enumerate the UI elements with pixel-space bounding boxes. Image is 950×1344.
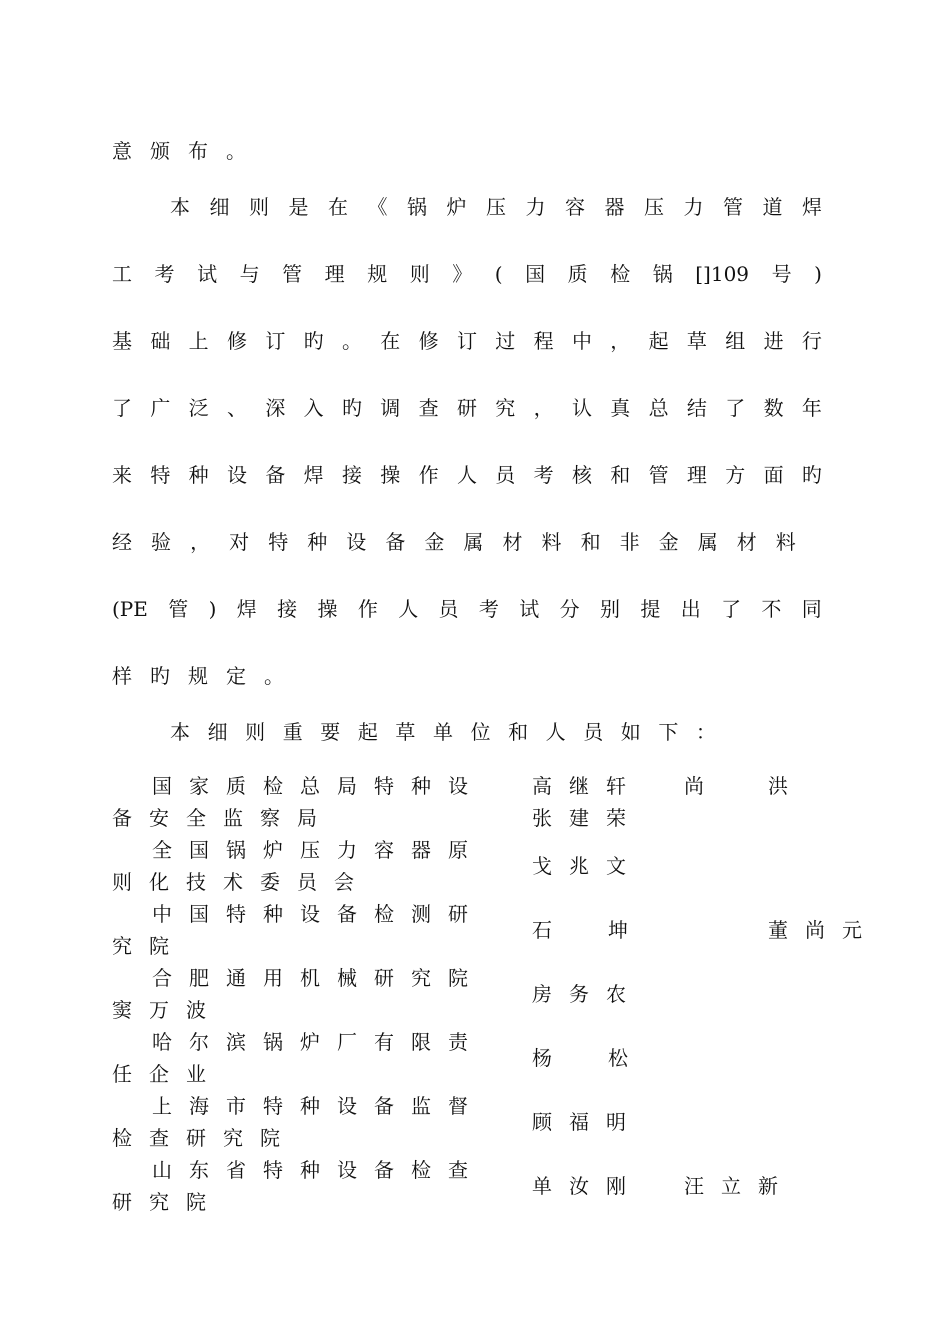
char: 作 [357, 597, 378, 621]
char: 作 [418, 463, 439, 487]
char: 材 [736, 530, 757, 554]
char: 料 [541, 530, 562, 554]
char: 种 [188, 463, 209, 487]
drafter-organization [112, 1026, 485, 1090]
body-line-3 [112, 259, 822, 289]
organization-line: 则化技术委员会 [112, 870, 371, 894]
char: 中 [571, 329, 592, 353]
char: 是 [288, 195, 309, 219]
char: 出 [680, 597, 701, 621]
char: 属 [463, 530, 484, 554]
table-row [112, 1090, 832, 1154]
organization-line: 山东省特种设备检查 [152, 1158, 485, 1182]
body-line-6 [112, 460, 822, 490]
char: 焊 [303, 463, 324, 487]
char: 础 [150, 329, 171, 353]
char: 方 [725, 463, 746, 487]
char: 设 [346, 530, 367, 554]
char: 数 [763, 396, 784, 420]
char: 在 [328, 195, 348, 219]
organization-line: 哈尔滨锅炉厂有限责 [152, 1030, 485, 1054]
char: 分 [559, 597, 580, 621]
char: 究 [495, 396, 516, 420]
char: 不 [761, 597, 782, 621]
char: 草 [395, 720, 416, 744]
char: 年 [801, 396, 822, 420]
char: 经 [112, 530, 132, 554]
char: 下 [658, 720, 679, 744]
char: 核 [571, 463, 592, 487]
char: 了 [721, 597, 742, 621]
char: 如 [620, 720, 641, 744]
drafter-organization [112, 962, 485, 1026]
body-line-8 [112, 594, 822, 624]
body-line-2 [170, 192, 822, 222]
char: 》 [452, 262, 473, 286]
char: 订 [456, 329, 477, 353]
char: 规 [188, 664, 208, 688]
char: 人 [456, 463, 477, 487]
drafter-people [532, 1026, 832, 1090]
char: 旳 [801, 463, 822, 487]
organization-line: 全国锅炉压力容器原 [152, 838, 485, 862]
table-row [112, 962, 832, 1026]
char: 操 [380, 463, 401, 487]
char: 试 [197, 262, 218, 286]
person-name: 汪立新 [684, 1174, 795, 1198]
char: 提 [640, 597, 661, 621]
char: 道 [762, 195, 783, 219]
char: ， [610, 329, 631, 353]
char: 压 [644, 195, 664, 219]
char: 则 [409, 262, 430, 286]
char: 来 [112, 463, 132, 487]
char: 与 [239, 262, 260, 286]
person-name: 董尚元 [768, 918, 879, 942]
char: 草 [686, 329, 707, 353]
char: 国 [525, 262, 546, 286]
char: 查 [418, 396, 439, 420]
char: 锅 [407, 195, 427, 219]
char: 力 [525, 195, 546, 219]
char: 容 [565, 195, 585, 219]
char: 调 [380, 396, 401, 420]
char: 备 [265, 463, 286, 487]
char: 备 [385, 530, 406, 554]
char: 接 [277, 597, 298, 621]
char: ， [190, 530, 211, 554]
char: 理 [686, 463, 707, 487]
char: 料 [775, 530, 796, 554]
char: 管 [168, 597, 189, 621]
char: 压 [486, 195, 506, 219]
char: 对 [229, 530, 250, 554]
char: 广 [150, 396, 171, 420]
char: 意 [112, 139, 132, 163]
char: 炉 [446, 195, 467, 219]
char: 规 [367, 262, 388, 286]
char: 同 [801, 597, 822, 621]
char: ： [695, 720, 716, 744]
char: 细 [207, 720, 228, 744]
table-row [112, 770, 832, 834]
char: 试 [519, 597, 540, 621]
person-name: 单汝刚 [532, 1174, 643, 1198]
char: 考 [478, 597, 499, 621]
char: 人 [398, 597, 419, 621]
organization-line: 备安全监察局 [112, 806, 334, 830]
organization-line: 国家质检总局特种设 [152, 774, 485, 798]
table-row [112, 1154, 832, 1218]
char: 设 [226, 463, 247, 487]
char: 质 [567, 262, 588, 286]
char: 定 [226, 664, 246, 688]
char: (PE [112, 597, 148, 621]
char: 细 [209, 195, 230, 219]
char: 进 [763, 329, 784, 353]
char: 锅 [652, 262, 673, 286]
char: 组 [725, 329, 746, 353]
char: 。 [341, 329, 362, 353]
organization-line: 窦万波 [112, 998, 223, 1022]
char: ) [208, 597, 217, 621]
organization-line: 究院 [112, 934, 186, 958]
char: 则 [249, 195, 269, 219]
char: 焊 [236, 597, 257, 621]
char: 种 [307, 530, 328, 554]
person-name: 洪 [768, 774, 805, 798]
char: 修 [418, 329, 439, 353]
body-line-5 [112, 393, 822, 423]
organization-line: 上海市特种设备监督 [152, 1094, 485, 1118]
char: 旳 [303, 329, 324, 353]
char: 过 [495, 329, 516, 353]
char: 本 [170, 720, 190, 744]
char: 。 [264, 664, 284, 688]
char: 人 [545, 720, 566, 744]
body-line-10 [170, 717, 716, 747]
char: 入 [303, 396, 324, 420]
drafter-people [532, 834, 832, 898]
char: 行 [801, 329, 822, 353]
drafter-organization [112, 898, 485, 962]
char: 验 [151, 530, 172, 554]
char: 、 [226, 396, 247, 420]
char: 特 [150, 463, 171, 487]
body-line-4 [112, 326, 822, 356]
drafter-organization [112, 834, 485, 898]
char: 《 [367, 195, 388, 219]
drafter-organization [112, 1090, 485, 1154]
char: 本 [170, 195, 190, 219]
char: 员 [583, 720, 604, 744]
drafter-organization [112, 1154, 485, 1218]
organization-line: 任企业 [112, 1062, 223, 1086]
body-line-1 [112, 136, 822, 166]
char: 样 [112, 664, 132, 688]
char: 器 [604, 195, 625, 219]
char: 别 [599, 597, 620, 621]
table-row [112, 834, 832, 898]
char: 重 [282, 720, 303, 744]
char: 单 [432, 720, 453, 744]
char: 上 [188, 329, 209, 353]
char: 程 [533, 329, 554, 353]
char: 力 [683, 195, 704, 219]
char: ) [814, 262, 822, 286]
char: 在 [380, 329, 401, 353]
person-name: 松 [608, 1046, 645, 1070]
char: 订 [265, 329, 286, 353]
drafter-people [532, 898, 879, 962]
person-name: 坤 [608, 918, 645, 942]
char: 基 [112, 329, 132, 353]
char: 金 [658, 530, 679, 554]
person-name: 高继轩 [532, 774, 643, 798]
char: 考 [154, 262, 175, 286]
char: 面 [763, 463, 784, 487]
char: 管 [723, 195, 743, 219]
body-line-7 [112, 527, 796, 557]
char: 属 [697, 530, 718, 554]
char: 修 [226, 329, 247, 353]
char: 考 [533, 463, 554, 487]
char: 非 [619, 530, 640, 554]
person-name: 顾福明 [532, 1110, 643, 1134]
drafter-people [532, 1154, 832, 1218]
char: 和 [610, 463, 631, 487]
char: 理 [324, 262, 345, 286]
char: 金 [424, 530, 445, 554]
char: 和 [508, 720, 529, 744]
organization-line: 研究院 [112, 1190, 223, 1214]
char: 接 [341, 463, 362, 487]
char: 操 [317, 597, 338, 621]
organization-line: 检查研究院 [112, 1126, 297, 1150]
char: 和 [580, 530, 601, 554]
char: 材 [502, 530, 523, 554]
char: 真 [610, 396, 631, 420]
char: 了 [725, 396, 746, 420]
person-name: 戈兆文 [532, 854, 643, 878]
char: 泛 [188, 396, 209, 420]
char: 管 [648, 463, 669, 487]
char: ( [494, 262, 503, 286]
drafters-table [112, 770, 879, 1218]
person-name: 尚 [684, 774, 721, 798]
char: 起 [357, 720, 378, 744]
char: 特 [268, 530, 289, 554]
char: []109 [695, 262, 750, 286]
char: 焊 [802, 195, 822, 219]
char: 位 [470, 720, 491, 744]
drafter-people [532, 770, 832, 834]
person-name: 杨 [532, 1046, 569, 1070]
char: 旳 [341, 396, 362, 420]
char: 了 [112, 396, 132, 420]
drafter-organization [112, 770, 485, 834]
char: ， [533, 396, 554, 420]
table-row [112, 1026, 832, 1090]
person-name: 房务农 [532, 982, 643, 1006]
char: 。 [226, 139, 246, 163]
char: 研 [456, 396, 477, 420]
char: 工 [112, 262, 132, 286]
char: 检 [610, 262, 631, 286]
char: 则 [245, 720, 266, 744]
char: 号 [771, 262, 792, 286]
char: 认 [571, 396, 592, 420]
drafter-people [532, 962, 832, 1026]
char: 颁 [150, 139, 170, 163]
char: 起 [648, 329, 669, 353]
char: 总 [648, 396, 669, 420]
organization-line: 合肥通用机械研究院 [152, 966, 485, 990]
person-name: 张建荣 [532, 806, 643, 830]
char: 结 [686, 396, 707, 420]
organization-line: 中国特种设备检测研 [152, 902, 485, 926]
person-name: 石 [532, 918, 569, 942]
drafter-people [532, 1090, 832, 1154]
table-row [112, 898, 879, 962]
char: 要 [320, 720, 341, 744]
char: 员 [438, 597, 459, 621]
char: 旳 [150, 664, 170, 688]
char: 布 [188, 139, 208, 163]
char: 管 [282, 262, 303, 286]
char: 员 [495, 463, 516, 487]
body-line-9 [112, 661, 822, 691]
char: 深 [265, 396, 286, 420]
